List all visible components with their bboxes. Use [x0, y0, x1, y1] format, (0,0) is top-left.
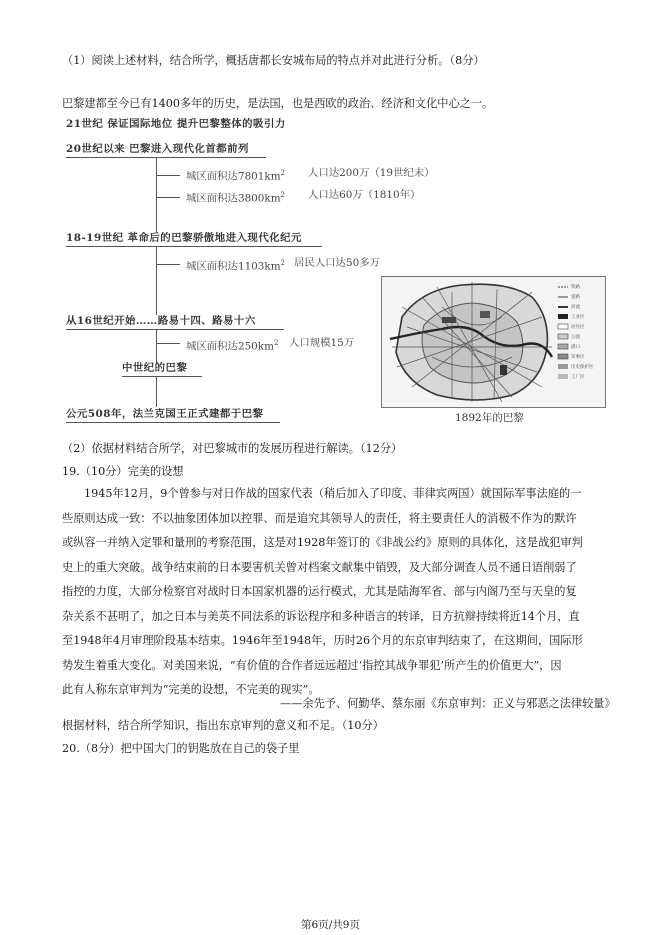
q19-source: ——余先予、何勤华、蔡东丽《东京审判：正义与邪恶之法律较量》	[280, 697, 616, 710]
timeline-20c-pop2: 人口达60万（1810年）	[308, 189, 421, 201]
q19-line: 或纵容一并纳入定罪和量刑的考察范围，这是对1928年签订的《非战公约》原则的具体化，这是战犯审判	[62, 536, 583, 549]
timeline-medieval: 中世纪的巴黎	[122, 362, 188, 374]
map-caption: 1892年的巴黎	[455, 412, 524, 424]
timeline-branch	[156, 197, 180, 198]
timeline-21c: 21世纪 保证国际地位 提升巴黎整体的吸引力	[66, 118, 286, 130]
q19-line: 些原则达成一致：不以抽象团体加以控罪、而是追究其领导人的责任，将主要责任人的消极不作为的默许	[62, 511, 577, 525]
timeline-20c-area1: 城区面积达$7801km^2$	[186, 169, 286, 183]
timeline-underline	[66, 329, 284, 330]
page-number: 第6页/共9页	[301, 919, 360, 931]
legend-railway: 铁路	[571, 285, 580, 290]
legend-port: 港口	[571, 345, 580, 350]
map-legend	[571, 283, 603, 383]
timeline-18c-pop: 居民人口达50多万	[294, 257, 380, 269]
map-industrial-zone	[500, 365, 507, 375]
legend-park: 公园	[571, 335, 580, 340]
timeline-underline	[66, 157, 266, 158]
timeline-16c: 从16世纪开始……路易十四、路易十六	[66, 315, 256, 327]
timeline-underline	[66, 422, 280, 423]
timeline-connector	[156, 158, 157, 232]
legend-residential: 居住区	[571, 325, 585, 330]
legend-road: 道路	[571, 295, 580, 300]
legend-historic: 历史保护区	[571, 365, 594, 370]
timeline-20c: 20世纪以来 巴黎进入现代化首都前列	[66, 143, 249, 155]
q19-title: 19.（10分）完美的设想	[62, 465, 184, 478]
q19-line: 1945年12月，9个曾参与对日作战的国家代表（稍后加入了印度、菲律宾两国）就国际军事法庭的一	[84, 487, 582, 500]
timeline-20c-area2: 城区面积达$3800km^2$	[186, 191, 286, 205]
paris-1892-map	[381, 276, 606, 408]
timeline-connector	[156, 330, 157, 364]
timeline-branch	[156, 343, 180, 344]
legend-factory: 工厂区	[571, 375, 585, 380]
timeline-branch	[156, 175, 180, 176]
q19-line: 此有人称东京审判为“完美的设想，不完美的现实”。	[62, 683, 320, 696]
q19-task: 根据材料，结合所学知识，指出东京审判的意义和不足。（10分）	[62, 719, 384, 732]
q19-line: 势发生着重大变化。对美国来说，“有价值的合作者远远超过‘指控其战争罪犯’所产生的价值更大”，因	[62, 658, 562, 672]
legend-military: 军事区	[571, 355, 585, 360]
q18-part2: （2）依据材料结合所学，对巴黎城市的发展历程进行解读。（12分）	[62, 442, 403, 455]
timeline-508: 公元508年，法兰克国王正式建都于巴黎	[66, 408, 264, 420]
timeline-connector	[156, 247, 157, 315]
q20-title: 20.（8分）把中国大门的钥匙放在自己的袋子里	[62, 742, 300, 755]
q18-part1: （1）阅读上述材料，结合所学，概括唐都长安城布局的特点并对此进行分析。（8分）	[62, 54, 485, 67]
timeline-branch	[156, 264, 180, 265]
q19-line: 杂关系不甚明了，加之日本与美英不同法系的诉讼程序和多种语言的转译，日方抗辩持续将近14个月，直	[62, 609, 580, 623]
timeline-connector	[156, 377, 157, 407]
q19-line: 指控的力度，大部分检察官对战时日本国家机器的运行模式，尤其是陆海军省、部与内阁乃至与天皇的复	[62, 585, 577, 598]
q19-line: 至1948年4月审理阶段基本结束。1946年至1948年，历时26个月的东京审判结束了，在这期间，国际形	[62, 634, 583, 647]
timeline-16c-pop: 人口规模15万	[289, 337, 355, 349]
timeline-underline	[122, 376, 202, 377]
legend-river: 河流	[571, 305, 580, 310]
timeline-20c-pop1: 人口达200万（19世纪末）	[308, 167, 435, 179]
timeline-16c-area: 城区面积达$250km^2$	[186, 339, 279, 353]
timeline-underline	[66, 246, 322, 247]
paris-intro: 巴黎建都至今已有1400多年的历史，是法国，也是西欧的政治、经济和文化中心之一。	[62, 97, 494, 110]
q19-line: 史上的重大突破。战争结束前的日本要害机关曾对档案文献集中销毁，及大部分调查人员不通日语削弱了	[62, 560, 577, 574]
legend-industrial: 工业区	[571, 315, 585, 320]
timeline-18-19c: 18-19世纪 革命后的巴黎骄傲地进入现代化纪元	[66, 232, 302, 244]
q19-material	[62, 482, 608, 703]
timeline-18c-area: 城区面积达$1103km^2$	[186, 259, 286, 273]
